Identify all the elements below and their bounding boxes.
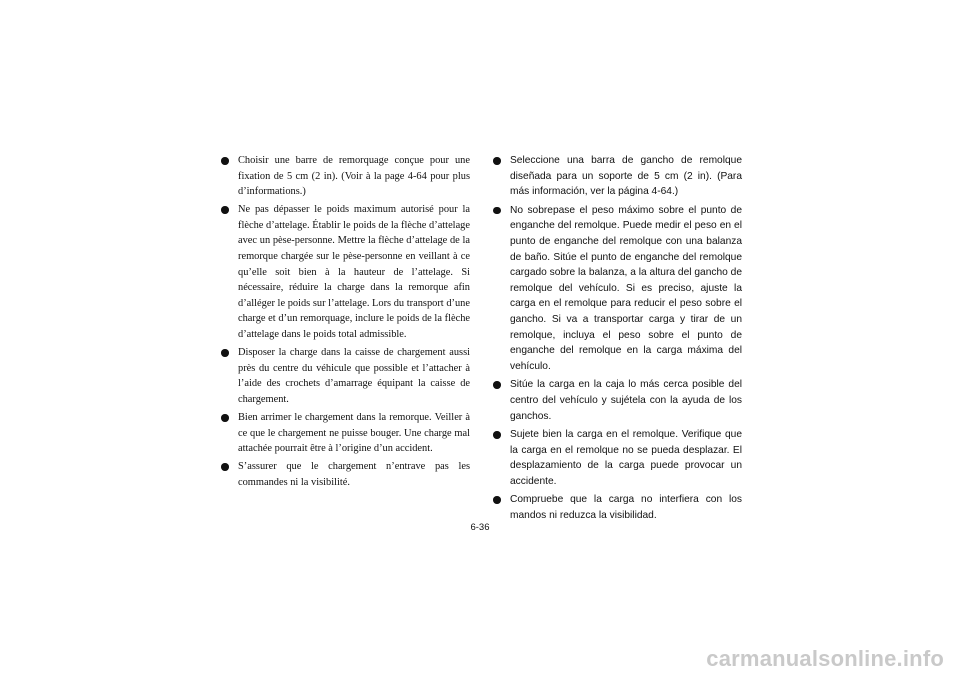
spanish-column [492,153,742,527]
list-item-text: No sobrepase el peso máximo sobre el punto de enganche del remolque. Puede medir el peso en el punto de enganche del remolque con una balanza de baño. Sitúe el punto de enganche del remolque cargado sobre la balanza, a la altura del gancho de remolque del vehículo. Si es preciso, ajuste la carga en el remolque para reducir el peso sobre el gancho. Si va a transportar carga y tirar de un remolque, incluya el peso sobre el punto de enganche del remolque en la carga máxima del vehículo. [510,204,742,372]
list-item [220,459,470,490]
list-item [492,153,742,200]
list-item [220,153,470,200]
list-item-text: Seleccione una barra de gancho de remolque diseñada para un soporte de 5 cm (2 in). (Para más información, ver la página 4-64.) [510,155,742,198]
list-item [492,492,742,523]
bullet-icon [493,207,501,215]
bullet-icon [493,381,501,389]
bullet-icon [493,431,501,439]
list-item-text: Disposer la charge dans la caisse de chargement aussi près du centre du véhicule que possible et l’attacher à l’aide des crochets d’amarrage équipant la caisse de chargement. [238,347,470,405]
list-item-text: Choisir une barre de remorquage conçue pour une fixation de 5 cm (2 in). (Voir à la page 4-64 pour plus d’informations.) [238,155,470,198]
list-item-text: Compruebe que la carga no interfiera con los mandos ni reduzca la visibilidad. [510,494,742,522]
list-item-text: Sitúe la carga en la caja lo más cerca posible del centro del vehículo y sujétela con la ayuda de los ganchos. [510,379,742,422]
page-number: 6-36 [470,522,490,533]
list-item-text: Bien arrimer le chargement dans la remorque. Veiller à ce que le chargement ne puisse bouger. Une charge mal attachée pourrait être à l’origine d’un accident. [238,412,470,455]
bullet-icon [221,157,229,165]
list-item [492,203,742,375]
watermark: carmanualsonline.info [706,646,944,671]
bullet-icon [221,414,229,422]
list-item [492,427,742,489]
bullet-icon [493,157,501,165]
list-item [220,410,470,457]
list-item [220,345,470,407]
list-item-text: Sujete bien la carga en el remolque. Verifique que la carga en el remolque no se pueda desplazar. El desplazamiento de la carga puede provocar un accidente. [510,429,742,487]
french-column [220,153,470,493]
bullet-icon [221,349,229,357]
bullet-icon [493,496,501,504]
bullet-icon [221,206,229,214]
bullet-icon [221,463,229,471]
list-item-text: S’assurer que le chargement n’entrave pas les commandes ni la visibilité. [238,461,470,488]
list-item-text: Ne pas dépasser le poids maximum autorisé pour la flèche d’attelage. Établir le poids de la flèche d’attelage avec un pèse-personne. Mettre la flèche d’attelage de la remorque chargée sur le pèse-personne en veillant à ce qu’elle soit bien à la hauteur de l’attelage. Si nécessaire, réduire la charge dans la remorque afin d’alléger le poids sur l’attelage. Lors du transport d’une charge et d’un remorquage, inclure le poids de la flèche d’attelage dans le poids total admissible. [238,204,470,341]
list-item [220,202,470,342]
list-item [492,377,742,424]
